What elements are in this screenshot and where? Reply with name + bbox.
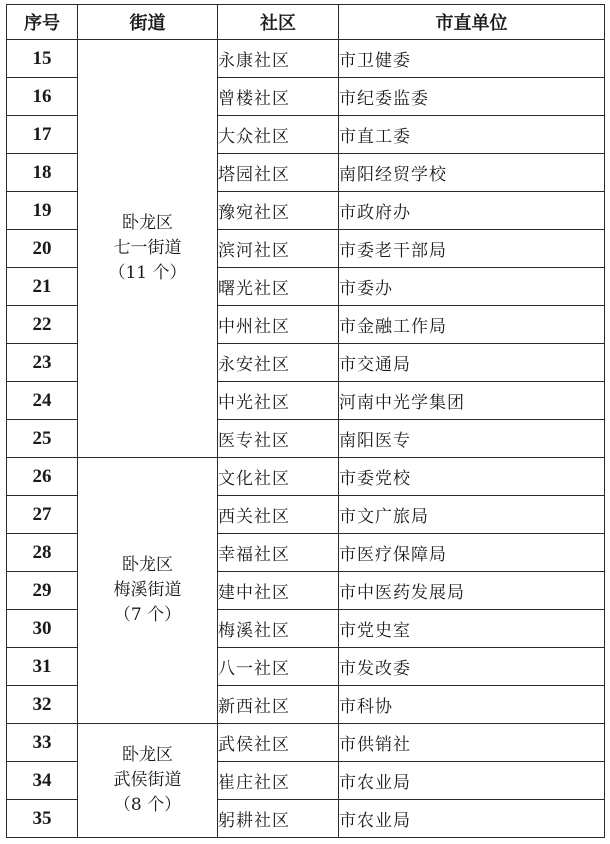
community-count: （7 个）: [113, 605, 182, 625]
unit-name: 市供销社: [339, 724, 605, 762]
unit-name: 市卫健委: [339, 40, 605, 78]
unit-name: 市农业局: [339, 800, 605, 838]
community-name: 塔园社区: [218, 154, 339, 192]
district-label: 卧龙区: [122, 555, 173, 575]
street-cell: [78, 458, 218, 724]
unit-name: 市政府办: [339, 192, 605, 230]
header-community: 社区: [218, 5, 339, 40]
row-number: 33: [7, 724, 78, 762]
community-name: 曾楼社区: [218, 78, 339, 116]
unit-name: 市发改委: [339, 648, 605, 686]
district-label: 卧龙区: [122, 745, 173, 765]
community-name: 西关社区: [218, 496, 339, 534]
community-name: 建中社区: [218, 572, 339, 610]
header-street: 街道: [78, 5, 218, 40]
header-unit: 市直单位: [339, 5, 605, 40]
table-row: [7, 458, 605, 496]
row-number: 29: [7, 572, 78, 610]
row-number: 22: [7, 306, 78, 344]
community-name: 梅溪社区: [218, 610, 339, 648]
header-index: 序号: [7, 5, 78, 40]
street-name: 武侯街道: [113, 770, 182, 790]
community-name: 中州社区: [218, 306, 339, 344]
row-number: 27: [7, 496, 78, 534]
row-number: 16: [7, 78, 78, 116]
community-name: 文化社区: [218, 458, 339, 496]
community-name: 豫宛社区: [218, 192, 339, 230]
unit-name: 市医疗保障局: [339, 534, 605, 572]
street-cell: [78, 724, 218, 838]
community-name: 医专社区: [218, 420, 339, 458]
community-name: 曙光社区: [218, 268, 339, 306]
community-name: 中光社区: [218, 382, 339, 420]
community-name: 幸福社区: [218, 534, 339, 572]
community-name: 新西社区: [218, 686, 339, 724]
row-number: 17: [7, 116, 78, 154]
district-label: 卧龙区: [122, 213, 173, 233]
unit-name: 南阳医专: [339, 420, 605, 458]
community-name: 大众社区: [218, 116, 339, 154]
street-cell: [78, 40, 218, 458]
row-number: 30: [7, 610, 78, 648]
row-number: 18: [7, 154, 78, 192]
community-count: （8 个）: [113, 795, 182, 815]
unit-name: 市委办: [339, 268, 605, 306]
row-number: 23: [7, 344, 78, 382]
community-name: 武侯社区: [218, 724, 339, 762]
community-name: 永安社区: [218, 344, 339, 382]
unit-name: 市农业局: [339, 762, 605, 800]
community-count: （11 个）: [108, 263, 187, 283]
row-number: 24: [7, 382, 78, 420]
row-number: 19: [7, 192, 78, 230]
unit-name: 市金融工作局: [339, 306, 605, 344]
unit-name: 市委老干部局: [339, 230, 605, 268]
row-number: 28: [7, 534, 78, 572]
table-row: [7, 40, 605, 78]
unit-name: 市科协: [339, 686, 605, 724]
table-header-row: [7, 5, 605, 40]
unit-name: 市党史室: [339, 610, 605, 648]
row-number: 21: [7, 268, 78, 306]
row-number: 31: [7, 648, 78, 686]
unit-name: 市纪委监委: [339, 78, 605, 116]
row-number: 15: [7, 40, 78, 78]
street-name: 七一街道: [113, 238, 182, 258]
table-row: [7, 724, 605, 762]
unit-name: 市文广旅局: [339, 496, 605, 534]
row-number: 32: [7, 686, 78, 724]
community-name: 滨河社区: [218, 230, 339, 268]
street-name: 梅溪街道: [113, 580, 182, 600]
row-number: 25: [7, 420, 78, 458]
row-number: 35: [7, 800, 78, 838]
unit-name: 南阳经贸学校: [339, 154, 605, 192]
community-name: 八一社区: [218, 648, 339, 686]
table-body: [7, 40, 605, 838]
row-number: 20: [7, 230, 78, 268]
row-number: 34: [7, 762, 78, 800]
unit-name: 市中医药发展局: [339, 572, 605, 610]
row-number: 26: [7, 458, 78, 496]
unit-name: 市直工委: [339, 116, 605, 154]
unit-name: 市交通局: [339, 344, 605, 382]
community-name: 躬耕社区: [218, 800, 339, 838]
community-name: 崔庄社区: [218, 762, 339, 800]
unit-name: 河南中光学集团: [339, 382, 605, 420]
assignment-table: [6, 4, 605, 838]
community-name: 永康社区: [218, 40, 339, 78]
unit-name: 市委党校: [339, 458, 605, 496]
